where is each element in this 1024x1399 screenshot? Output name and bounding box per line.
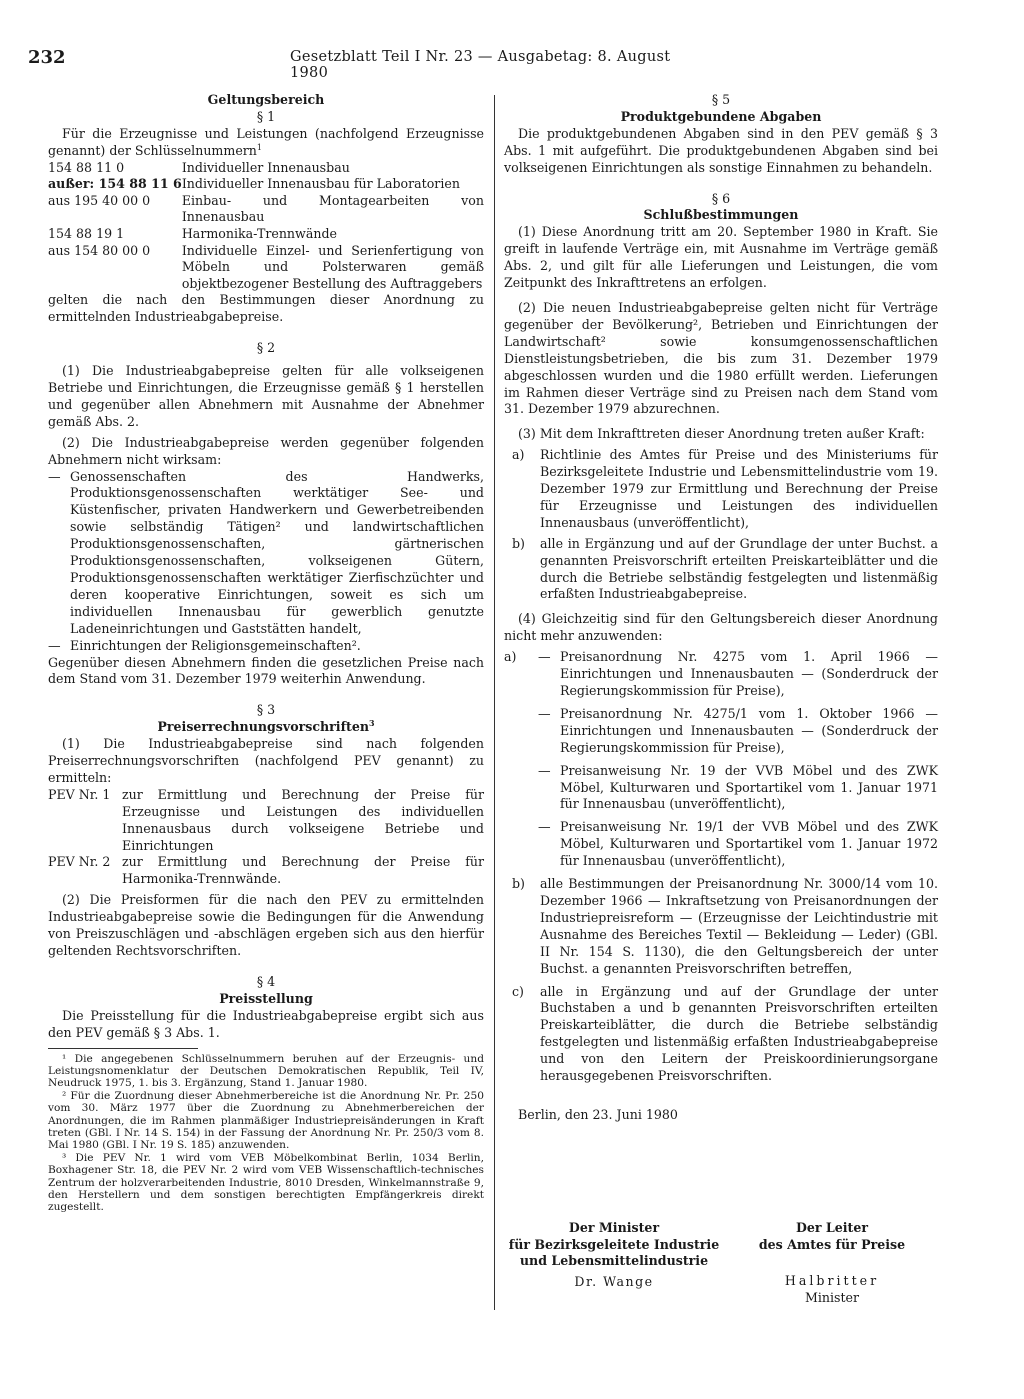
list-item: — Preisanordnung Nr. 4275/1 vom 1. Oktober 1966 — Einrichtungen und Innenausbauten — (Sonderdruck der Regierungskommission für Preise), bbox=[538, 705, 938, 755]
table-row: aus 154 80 00 0 Individuelle Einzel- und Serienfertigung von Möbeln und Polsterwaren gemäß objektbezogener Bestellung des Auftraggebers bbox=[48, 242, 484, 291]
list-item: — Preisanweisung Nr. 19/1 der VVB Möbel und des ZWK Möbel, Kulturwaren und Sportartikel vom 1. Januar 1972 für Innenausbau (unveröffentlicht), bbox=[538, 819, 938, 869]
section-6-para-3: (3) Mit dem Inkrafttreten dieser Anordnung treten außer Kraft: bbox=[518, 426, 925, 442]
footnote-2: ² Für die Zuordnung dieser Abnehmerbereiche ist die Anordnung Nr. Pr. 250 vom 30. März 1977 über die Zuordnung zu Abnehmerbereichen der Anordnungen, die im Rahmen planmäßiger Industriepreisänderungen in Kraft treten (GBl. I Nr. 14 S. 154) in der Fassung der Anordnung Nr. Pr. 250/3 vom 8. Mai 1980 (GBl. I Nr. 19 S. 185) anzuwenden. bbox=[48, 1089, 484, 1152]
header-title: Gesetzblatt Teil I Nr. 23 — Ausgabetag: 8. August 1980 bbox=[290, 49, 671, 81]
list-item: a) Richtlinie des Amtes für Preise und des Ministeriums für Bezirksgeleitete Industrie und Lebensmittelindustrie vom 19. Dezember 1979 zur Ermittlung und Berechnung der Preise für Erzeugnisse und Leistungen des individuellen Innenausbaus (unveröffentlicht), bbox=[512, 447, 938, 530]
list-item: PEV Nr. 2 zur Ermittlung und Berechnung der Preise für Harmonika-Trennwände. bbox=[48, 854, 484, 887]
table-row: 154 88 19 1 Harmonika-Trennwände bbox=[48, 226, 337, 241]
section-1: § 1 bbox=[256, 108, 276, 124]
footnote-1: ¹ Die angegebenen Schlüsselnummern beruhen auf der Erzeugnis- und Leistungsnomenklatur der Deutschen Demokratischen Republik, Teil IV, Neudruck 1975, 1. bis 3. Ergänzung, Stand 1. Januar 1980. bbox=[48, 1052, 484, 1090]
list-item: b) alle in Ergänzung und auf der Grundlage der unter Buchst. a genannten Preisvorschrift erteilten Preiskarteiblätter und die durch die Betriebe selbständig festgelegten und listenmäßig erfaßten Industrieabgabepreise. bbox=[512, 535, 938, 602]
section-2-para-2: (2) Die Industrieabgabepreise werden gegenüber folgenden Abnehmern nicht wirksam: bbox=[48, 434, 484, 467]
list-item: — Einrichtungen der Religionsgemeinschaften². bbox=[48, 637, 361, 653]
section-6: § 6 bbox=[711, 190, 731, 206]
list-item: a) — Preisanordnung Nr. 4275 vom 1. April 1966 — Einrichtungen und Innenausbauten — (Sonderdruck der Regierungskommission für Preise), bbox=[504, 649, 938, 698]
section-1-outro: gelten die nach den Bestimmungen dieser Anordnung zu ermittelnden Industrieabgabepreise. bbox=[48, 292, 484, 325]
section-3: § 3 bbox=[256, 702, 276, 718]
section-3-para-1: (1) Die Industrieabgabepreise sind nach folgenden Preiserrechnungsvorschriften (nachfolgend PEV genannt) zu ermitteln: bbox=[48, 736, 484, 785]
section-6-para-2: (2) Die neuen Industrieabgabepreise gelten nicht für Verträge gegenüber der Bevölkerung², Betrieben und Einrichtungen der Landwirtschaft² sowie konsumgenossenschaftlichen Dienstleistungsbetrieben, die bis zum 31. Dezember 1979 abgeschlossen wurden und die 1980 erfüllt werden. Lieferungen im Rahmen dieser Verträge sind zu Preisen nach dem Stand vom 31. Dezember 1979 abzurechnen. bbox=[504, 299, 938, 417]
section-3-para-2: (2) Die Preisformen für die nach den PEV zu ermittelnden Industrieabgabepreise sowie die Bedingungen für die Anwendung von Preiszuschlägen und -abschlägen ergeben sich aus den hierfür geltenden Rechtsvorschriften. bbox=[48, 892, 484, 958]
section-5-text: Die produktgebundenen Abgaben sind in den PEV gemäß § 3 Abs. 1 mit aufgeführt. Die produktgebundenen Abgaben sind bei volkseigenen Einrichtungen als sonstige Einnahmen zu behandeln. bbox=[504, 125, 938, 175]
footnote-3: ³ Die PEV Nr. 1 wird vom VEB Möbelkombinat Berlin, 1034 Berlin, Boxhagener Str. 18, die PEV Nr. 2 wird vom VEB Wissenschaftlich-technisches Zentrum der holzverarbeitenden Industrie, 8010 Dresden, Winkelmannstraße 9, den Herstellern und dem sonstigen berechtigten Empfängerkreis direkt zugestellt. bbox=[48, 1151, 484, 1214]
heading-preiserrechnung: Preiserrechnungsvorschriften$^3$ bbox=[157, 718, 375, 735]
section-6-para-1: (1) Diese Anordnung tritt am 20. September 1980 in Kraft. Sie greift in laufende Verträge ein, mit Ausnahme im Verträge gemäß Abs. 2, und gilt für alle Lieferungen und Leistungen, die vom Zeitpunkt des Inkrafttretens an erfolgen. bbox=[504, 224, 938, 291]
signatory-name: Dr. Wange bbox=[574, 1273, 654, 1289]
signature-minister: Der Minister für Bezirksgeleitete Industrie und Lebensmittelindustrie Dr. Wange bbox=[502, 1220, 726, 1290]
list-item: — Preisanweisung Nr. 19 der VVB Möbel und des ZWK Möbel, Kulturwaren und Sportartikel vom 1. Januar 1971 für Innenausbau (unveröffentlicht), bbox=[538, 762, 938, 812]
table-row: aus 195 40 00 0 Einbau- und Montagearbeiten von Innenausbau bbox=[48, 192, 484, 225]
left-column bbox=[48, 90, 484, 1214]
section-4-text: Die Preisstellung für die Industrieabgabepreise ergibt sich aus den PEV gemäß § 3 Abs. 1. bbox=[48, 1007, 484, 1040]
table-row: 154 88 11 0 Individueller Innenausbau bbox=[48, 159, 350, 175]
signature-leiter: Der Leiter des Amtes für Preise Halbritter Minister bbox=[742, 1220, 922, 1306]
right-column bbox=[504, 90, 938, 1124]
heading-geltungsbereich: Geltungsbereich bbox=[207, 92, 325, 107]
heading-abgaben: Produktgebundene Abgaben bbox=[620, 108, 822, 124]
section-5: § 5 bbox=[711, 92, 731, 107]
column-divider bbox=[494, 95, 495, 1310]
table-row: außer: 154 88 11 6 Individueller Innenausbau für Laboratorien bbox=[48, 176, 460, 192]
section-1-intro: Für die Erzeugnisse und Leistungen (nachfolgend Erzeugnisse genannt) der Schlüsselnummern$^1$ bbox=[48, 125, 484, 158]
heading-schlussbestimmungen: Schlußbestimmungen bbox=[643, 207, 799, 223]
list-item: c) alle in Ergänzung und auf der Grundlage der unter Buchstaben a und b genannten Preisvorschriften erteilten Preiskarteiblätter, die durch die Betriebe selbständig festgelegten und listenmäßig erfaßten Industrieabgabepreise und von den Leitern der Preiskoordinierungsorgane herausgegebenen Preisvorschriften. bbox=[512, 983, 938, 1084]
list-item: b) alle Bestimmungen der Preisanordnung Nr. 3000/14 vom 10. Dezember 1966 — Inkraftsetzung von Preisanordnungen der Industriepreisreform — (Erzeugnisse der Leichtindustrie mit Ausnahme des Bereiches Textil — Bekleidung — Leder) (GBl. II Nr. 154 S. 1130), die den Geltungsbereich der unter Buchst. a genannten Preisvorschriften betreffen, bbox=[512, 876, 938, 976]
section-2-outro: Gegenüber diesen Abnehmern finden die gesetzlichen Preise nach dem Stand vom 31. Dezember 1979 weiterhin Anwendung. bbox=[48, 654, 484, 687]
section-6-para-4: (4) Gleichzeitig sind für den Geltungsbereich dieser Anordnung nicht mehr anzuwenden: bbox=[504, 611, 938, 644]
list-item: PEV Nr. 1 zur Ermittlung und Berechnung der Preise für Erzeugnisse und Leistungen des individuellen Innenausbaus durch volkseigene Betriebe und Einrichtungen bbox=[48, 786, 484, 853]
section-2: § 2 bbox=[256, 340, 276, 356]
footnote-divider bbox=[48, 1048, 198, 1049]
list-item: — Genossenschaften des Handwerks, Produktionsgenossenschaften werktätiger See- und Küstenfischer, privaten Handwerkern und Gewerbetreibenden sowie selbständig Tätigen² und landwirtschaftlichen Produktionsgenossenschaften, gärtnerischen Produktionsgenossenschaften, volkseigenen Gütern, Produktionsgenossenschaften werktätiger Zierfischzüchter und deren kooperative Einrichtungen, soweit es sich um individuellen Innenausbau für gewerblich genutzte Ladeneinrichtungen und Gaststätten handelt, bbox=[48, 468, 484, 636]
place-date: Berlin, den 23. Juni 1980 bbox=[518, 1106, 678, 1122]
page-header bbox=[28, 47, 708, 81]
section-2-para-1: (1) Die Industrieabgabepreise gelten für alle volkseigenen Betriebe und Einrichtungen, die Erzeugnisse gemäß § 1 herstellen und gegenüber allen Abnehmern mit Ausnahme der Abnehmer gemäß Abs. 2. bbox=[48, 363, 484, 429]
heading-preisstellung: Preisstellung bbox=[219, 990, 313, 1006]
page-number: 232 bbox=[28, 47, 66, 68]
section-4: § 4 bbox=[256, 973, 276, 989]
signatory-name: Halbritter bbox=[784, 1273, 880, 1289]
code-table bbox=[48, 160, 484, 293]
